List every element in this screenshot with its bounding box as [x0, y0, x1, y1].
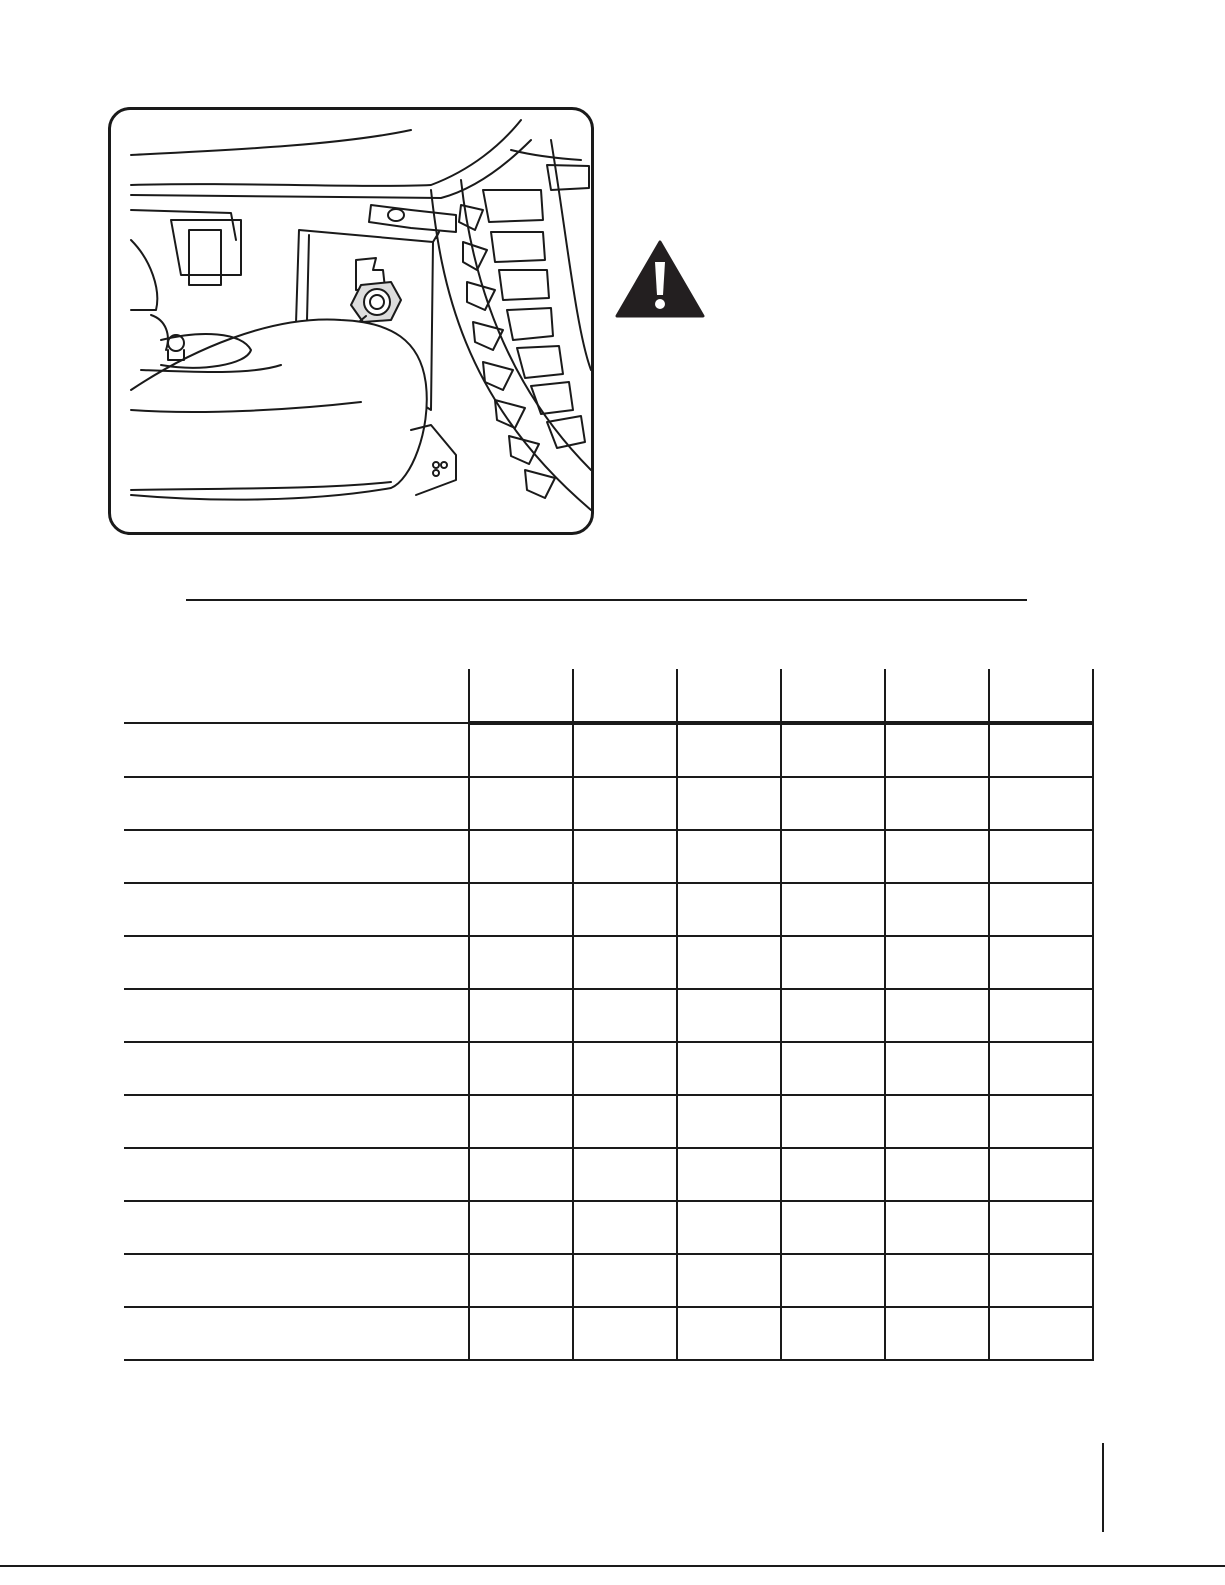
table-header-row [124, 669, 1093, 723]
interval-cell [573, 1148, 677, 1201]
task-cell [124, 830, 469, 883]
interval-cell [781, 1307, 885, 1360]
interval-cell [469, 723, 573, 777]
interval-cell [677, 989, 781, 1042]
task-cell [124, 777, 469, 830]
table-row [124, 883, 1093, 936]
interval-cell [469, 1254, 573, 1307]
header-interval-cell [781, 669, 885, 723]
footer-rule [0, 1565, 1225, 1567]
interval-cell [781, 777, 885, 830]
table-row [124, 1307, 1093, 1360]
header-interval-cell [573, 669, 677, 723]
interval-cell [469, 1148, 573, 1201]
interval-cell [885, 1148, 989, 1201]
interval-cell [781, 1254, 885, 1307]
interval-cell [781, 723, 885, 777]
maintenance-schedule-table [124, 669, 1094, 1361]
interval-cell [885, 1042, 989, 1095]
interval-cell [989, 936, 1093, 989]
interval-cell [989, 1095, 1093, 1148]
section-divider [186, 599, 1027, 601]
interval-cell [885, 1201, 989, 1254]
header-interval-cell [469, 669, 573, 723]
interval-cell [885, 830, 989, 883]
interval-cell [573, 1042, 677, 1095]
interval-cell [677, 723, 781, 777]
header-task-cell [124, 669, 469, 723]
table-row [124, 1254, 1093, 1307]
interval-cell [989, 1042, 1093, 1095]
interval-cell [989, 1201, 1093, 1254]
page-number-marker [1102, 1443, 1104, 1532]
interval-cell [469, 883, 573, 936]
interval-cell [469, 777, 573, 830]
interval-cell [573, 936, 677, 989]
interval-cell [781, 1148, 885, 1201]
task-cell [124, 1201, 469, 1254]
interval-cell [469, 1307, 573, 1360]
interval-cell [677, 777, 781, 830]
warning-triangle-icon [615, 240, 705, 318]
interval-cell [989, 830, 1093, 883]
interval-cell [781, 883, 885, 936]
interval-cell [573, 777, 677, 830]
interval-cell [989, 777, 1093, 830]
mower-deck-illustration [108, 107, 594, 535]
task-cell [124, 723, 469, 777]
deck-nut-diagram [111, 110, 591, 532]
interval-cell [781, 1201, 885, 1254]
interval-cell [573, 723, 677, 777]
interval-cell [469, 989, 573, 1042]
interval-cell [573, 989, 677, 1042]
task-cell [124, 989, 469, 1042]
task-cell [124, 1148, 469, 1201]
interval-cell [677, 830, 781, 883]
interval-cell [885, 989, 989, 1042]
header-interval-cell [677, 669, 781, 723]
interval-cell [989, 723, 1093, 777]
interval-cell [885, 883, 989, 936]
interval-cell [885, 777, 989, 830]
table-row [124, 777, 1093, 830]
interval-cell [781, 1042, 885, 1095]
interval-cell [677, 1095, 781, 1148]
table-row [124, 936, 1093, 989]
interval-cell [781, 936, 885, 989]
interval-cell [989, 1254, 1093, 1307]
table-row [124, 989, 1093, 1042]
interval-cell [885, 723, 989, 777]
interval-cell [573, 1307, 677, 1360]
table-row [124, 723, 1093, 777]
interval-cell [885, 1254, 989, 1307]
interval-cell [469, 1201, 573, 1254]
table-row [124, 1201, 1093, 1254]
header-interval-cell [989, 669, 1093, 723]
interval-cell [989, 1307, 1093, 1360]
interval-cell [677, 883, 781, 936]
task-cell [124, 936, 469, 989]
table-row [124, 1148, 1093, 1201]
header-interval-cell [885, 669, 989, 723]
interval-cell [469, 936, 573, 989]
table-row [124, 1095, 1093, 1148]
interval-cell [989, 989, 1093, 1042]
interval-cell [573, 1095, 677, 1148]
interval-cell [989, 883, 1093, 936]
task-cell [124, 1254, 469, 1307]
task-cell [124, 1042, 469, 1095]
interval-cell [573, 1201, 677, 1254]
interval-cell [469, 830, 573, 883]
interval-cell [781, 830, 885, 883]
interval-cell [677, 936, 781, 989]
task-cell [124, 1307, 469, 1360]
interval-cell [677, 1042, 781, 1095]
interval-cell [781, 1095, 885, 1148]
table-row [124, 1042, 1093, 1095]
interval-cell [677, 1254, 781, 1307]
interval-cell [573, 883, 677, 936]
interval-cell [677, 1201, 781, 1254]
task-cell [124, 883, 469, 936]
interval-cell [885, 1307, 989, 1360]
interval-cell [677, 1307, 781, 1360]
table-row [124, 830, 1093, 883]
interval-cell [989, 1148, 1093, 1201]
task-cell [124, 1095, 469, 1148]
interval-cell [469, 1042, 573, 1095]
interval-cell [885, 936, 989, 989]
interval-cell [469, 1095, 573, 1148]
interval-cell [573, 830, 677, 883]
interval-cell [885, 1095, 989, 1148]
interval-cell [677, 1148, 781, 1201]
interval-cell [781, 989, 885, 1042]
interval-cell [573, 1254, 677, 1307]
